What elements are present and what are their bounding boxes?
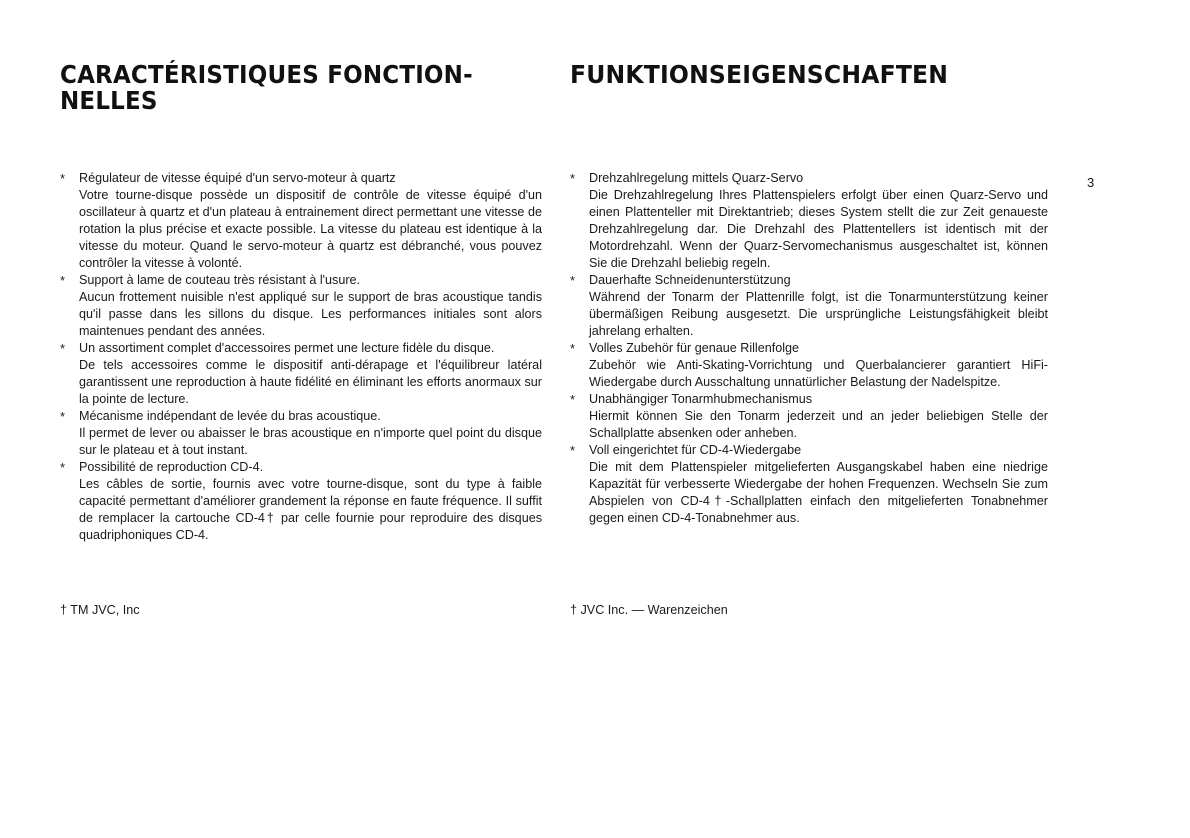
bullet-asterisk: * bbox=[60, 341, 66, 356]
feature-title: Un assortiment complet d'accessoires permet une lecture fidèle du disque. bbox=[79, 341, 495, 355]
french-feature-item bbox=[60, 272, 542, 340]
feature-description: Aucun frottement nuisible n'est appliqué sur le support de bras acoustique tandis qu'il passe dans les sillons du disque. Les performances initiales sont alors maintenues pendant des années. bbox=[79, 290, 542, 338]
german-feature-item bbox=[570, 170, 1048, 272]
feature-title: Dauerhafte Schneidenunterstützung bbox=[589, 273, 791, 287]
bullet-asterisk: * bbox=[570, 341, 576, 356]
feature-title: Possibilité de reproduction CD-4. bbox=[79, 460, 264, 474]
feature-description: Les câbles de sortie, fournis avec votre tourne-disque, sont du type à faible capacité permettant d'améliorer grandement la réponse en faute fréquence. Il suffit de remplacer la cartouche CD-4† par celle fournie pour reproduire des disques quadriphoniques CD-4. bbox=[79, 477, 542, 542]
feature-title: Voll eingerichtet für CD-4-Wiedergabe bbox=[589, 443, 802, 457]
french-feature-item bbox=[60, 340, 542, 408]
feature-title: Support à lame de couteau très résistant à l'usure. bbox=[79, 273, 361, 287]
feature-description: Während der Tonarm der Plattenrille folgt, ist die Tonarmunterstützung keiner übermäßigen Reibung ausgesetzt. Die ursprüngliche Leistungsfähigkeit bleibt jahrelang erhalten. bbox=[589, 290, 1048, 338]
german-feature-list bbox=[570, 170, 1048, 527]
bullet-asterisk: * bbox=[570, 273, 576, 288]
french-feature-item bbox=[60, 459, 542, 544]
feature-description: Zubehör wie Anti-Skating-Vorrichtung und Querbalancierer garantiert HiFi-Wiedergabe durch Ausschaltung unnatürlicher Belastung der Nadelspitze. bbox=[589, 358, 1048, 389]
german-footnote: † JVC Inc. — Warenzeichen bbox=[570, 603, 728, 617]
feature-title: Volles Zubehör für genaue Rillenfolge bbox=[589, 341, 800, 355]
bullet-asterisk: * bbox=[60, 460, 66, 475]
german-feature-item bbox=[570, 272, 1048, 340]
feature-description: Die Drehzahlregelung Ihres Plattenspielers erfolgt über einen Quarz-Servo und einen Plattenteller mit Direktantrieb; dieses System stellt die zur Zeit genaueste Drehzahlregelung dar. Die Drehzahl des Plattentellers ist identisch mit der Motordrehzahl. Wenn der Quarz-Servomechanismus ausgeschaltet ist, können Sie die Drehzahl beliebig regeln. bbox=[589, 188, 1048, 270]
french-feature-list bbox=[60, 170, 542, 544]
french-column bbox=[60, 60, 542, 617]
german-feature-item bbox=[570, 340, 1048, 391]
bullet-asterisk: * bbox=[570, 443, 576, 458]
feature-title: Mécanisme indépendant de levée du bras acoustique. bbox=[79, 409, 381, 423]
bullet-asterisk: * bbox=[60, 409, 66, 424]
feature-description: De tels accessoires comme le dispositif anti-dérapage et l'équilibreur latéral garantissent une reproduction à haute fidélité en éliminant les efforts anormaux sur la pointe de lecture. bbox=[79, 358, 542, 406]
french-heading: CARACTÉRISTIQUES FONCTION- NELLES bbox=[60, 60, 473, 115]
feature-title: Drehzahlregelung mittels Quarz-Servo bbox=[589, 171, 804, 185]
french-footnote: † TM JVC, Inc bbox=[60, 603, 140, 617]
feature-description: Il permet de lever ou abaisser le bras acoustique en n'importe quel point du disque sur le plateau et à tout instant. bbox=[79, 426, 542, 457]
german-feature-item bbox=[570, 442, 1048, 527]
bullet-asterisk: * bbox=[60, 273, 66, 288]
german-heading: FUNKTIONSEIGENSCHAFTEN bbox=[570, 60, 949, 89]
bullet-asterisk: * bbox=[60, 171, 66, 186]
french-feature-item bbox=[60, 408, 542, 459]
feature-description: Die mit dem Plattenspieler mitgelieferten Ausgangskabel haben eine niedrige Kapazität für verbesserte Wiedergabe der hohen Frequenzen. Wechseln Sie zum Abspielen von CD-4†-Schallplatten einfach den mitgelieferten Tonabnehmer gegen einen CD-4-Tonabnehmer aus. bbox=[589, 460, 1048, 525]
french-feature-item bbox=[60, 170, 542, 272]
page-number: 3 bbox=[1087, 175, 1095, 190]
bullet-asterisk: * bbox=[570, 392, 576, 407]
german-column bbox=[570, 60, 1048, 617]
feature-description: Hiermit können Sie den Tonarm jederzeit und an jeder beliebigen Stelle der Schallplatte absenken oder anheben. bbox=[589, 409, 1048, 440]
bullet-asterisk: * bbox=[570, 171, 576, 186]
feature-description: Votre tourne-disque possède un dispositif de contrôle de vitesse équipé d'un oscillateur à quartz et d'un plateau à entrainement direct permettant une vitesse de rotation la plus précise et exacte possible. La vitesse du plateau est identique à la vitesse du moteur. Quand le servo-moteur à quartz est débranché, vous pouvez contrôler la vitesse à volonté. bbox=[79, 188, 542, 270]
feature-title: Régulateur de vitesse équipé d'un servo-moteur à quartz bbox=[79, 171, 396, 185]
german-feature-item bbox=[570, 391, 1048, 442]
feature-title: Unabhängiger Tonarmhubmechanismus bbox=[589, 392, 813, 406]
